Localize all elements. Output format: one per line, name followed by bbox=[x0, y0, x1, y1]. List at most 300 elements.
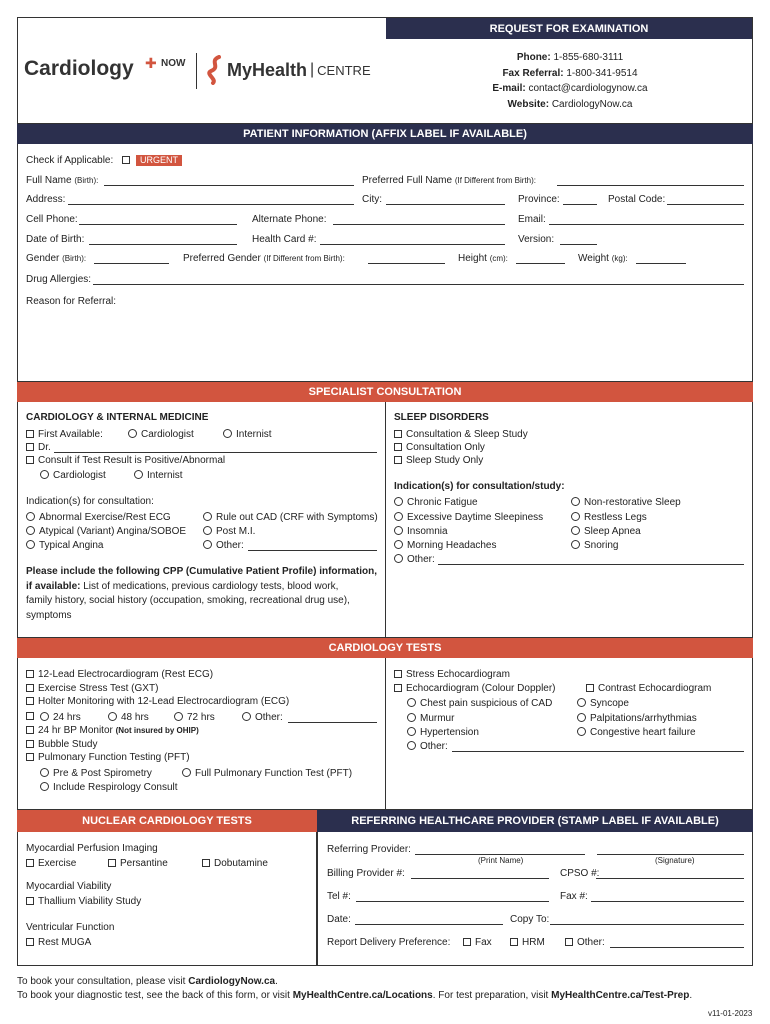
check-applicable-label bbox=[26, 155, 113, 167]
thallium-option[interactable] bbox=[26, 896, 141, 908]
delivery-other-field[interactable] bbox=[610, 947, 744, 948]
thallium-text: Thallium Viability Study bbox=[38, 896, 142, 907]
murmur-radio[interactable] bbox=[407, 713, 416, 722]
weight-sub: (kg): bbox=[611, 254, 628, 263]
preferred-name-sub: (If Different from Birth): bbox=[454, 176, 537, 185]
dob-field[interactable] bbox=[89, 244, 237, 245]
exercise-checkbox[interactable] bbox=[26, 859, 34, 867]
gxt-text: Exercise Stress Test (GXT) bbox=[38, 683, 159, 694]
internist-text: Internist bbox=[236, 429, 272, 440]
chronic-fatigue-radio[interactable] bbox=[394, 497, 403, 506]
sleep-other-option[interactable] bbox=[394, 554, 435, 566]
consult-if-option[interactable] bbox=[26, 455, 225, 467]
gxt-checkbox[interactable] bbox=[26, 684, 34, 692]
print-name-caption: (Print Name) bbox=[478, 856, 524, 865]
hypertension-option[interactable] bbox=[407, 727, 479, 739]
signature-caption: (Signature) bbox=[655, 856, 695, 865]
logo-centre-text: CENTRE bbox=[317, 62, 371, 78]
preferred-name-field[interactable] bbox=[557, 185, 744, 186]
website-value: CardiologyNow.ca bbox=[551, 98, 633, 110]
resp-consult-text: Include Respirology Consult bbox=[53, 782, 178, 793]
sleep-heading: SLEEP DISORDERS bbox=[394, 412, 489, 423]
non-restorative-option[interactable] bbox=[571, 497, 681, 509]
hother-text: Other: bbox=[255, 712, 283, 723]
specialist-divider bbox=[385, 402, 386, 638]
tel-label: Tel #: bbox=[327, 891, 351, 902]
urgent-badge: URGENT bbox=[136, 155, 182, 166]
email-label-patient: Email: bbox=[518, 214, 546, 225]
drug-allergies-field[interactable] bbox=[93, 284, 744, 285]
non-restorative-radio[interactable] bbox=[571, 497, 580, 506]
phone-label: Phone: bbox=[516, 52, 551, 63]
fax-value: 1-800-341-9514 bbox=[566, 67, 638, 79]
consult-if-text: Consult if Test Result is Positive/Abnormal bbox=[38, 455, 226, 466]
syncope-option[interactable] bbox=[577, 698, 629, 710]
date-field[interactable] bbox=[355, 924, 503, 925]
contrast-text: Contrast Echocardiogram bbox=[598, 683, 712, 694]
tel-field[interactable] bbox=[356, 901, 549, 902]
persantine-text: Persantine bbox=[120, 858, 168, 869]
thallium-checkbox[interactable] bbox=[26, 897, 34, 905]
city-field[interactable] bbox=[386, 204, 505, 205]
reason-field[interactable] bbox=[26, 310, 744, 378]
specialist-title-text: SPECIALIST CONSULTATION bbox=[308, 386, 462, 398]
weight-label bbox=[578, 253, 628, 265]
footer-locations-link[interactable]: MyHealthCentre.ca/Locations bbox=[292, 990, 433, 1001]
chf-option[interactable] bbox=[577, 727, 696, 739]
address-field[interactable] bbox=[68, 204, 354, 205]
ecg-checkbox[interactable] bbox=[26, 670, 34, 678]
insomnia-radio[interactable] bbox=[394, 526, 403, 535]
footer-version: v11-01-2023 bbox=[708, 1009, 753, 1018]
pft-checkbox[interactable] bbox=[26, 753, 34, 761]
full-name-text: Full Name bbox=[26, 175, 72, 186]
cim-heading: CARDIOLOGY & INTERNAL MEDICINE bbox=[26, 412, 209, 423]
bp-checkbox[interactable] bbox=[26, 726, 34, 734]
chest-pain-option[interactable] bbox=[407, 698, 552, 710]
fax-label-ref: Fax #: bbox=[560, 891, 588, 902]
cpso-label: CPSO #: bbox=[560, 868, 600, 879]
echo-checkbox[interactable] bbox=[394, 684, 402, 692]
ecg-option[interactable] bbox=[26, 669, 213, 681]
reason-label: Reason for Referral: bbox=[26, 296, 117, 307]
indication-other-radio[interactable] bbox=[203, 540, 212, 549]
atypical-radio[interactable] bbox=[26, 526, 35, 535]
abnormal-ecg-option[interactable] bbox=[26, 512, 171, 524]
patient-info-title bbox=[17, 124, 753, 144]
logo-centre-separator: | bbox=[310, 61, 315, 78]
morning-option[interactable] bbox=[394, 540, 497, 552]
footer-line2 bbox=[17, 990, 692, 1002]
sleep-only-text: Sleep Study Only bbox=[406, 455, 484, 466]
full-pft-option[interactable] bbox=[182, 768, 352, 780]
health-card-label: Health Card #: bbox=[252, 234, 317, 245]
holter-option[interactable] bbox=[26, 696, 289, 708]
resp-consult-radio[interactable] bbox=[40, 782, 49, 791]
non-restorative-text: Non-restorative Sleep bbox=[584, 497, 681, 508]
preferred-gender-field[interactable] bbox=[368, 263, 445, 264]
snoring-text: Snoring bbox=[584, 540, 619, 551]
consult-only-option[interactable] bbox=[394, 442, 485, 454]
holter-text: Holter Monitoring with 12-Lead Electrocardiogram (ECG) bbox=[38, 696, 290, 707]
viability-heading: Myocardial Viability bbox=[26, 881, 112, 892]
phone-value: 1-855-680-3111 bbox=[553, 52, 624, 63]
apnea-option[interactable] bbox=[571, 526, 641, 538]
urgent-checkbox[interactable] bbox=[122, 156, 130, 164]
chronic-fatigue-text: Chronic Fatigue bbox=[407, 497, 478, 508]
cardiologist-radio[interactable] bbox=[128, 429, 137, 438]
email-field[interactable] bbox=[549, 224, 744, 225]
height-field[interactable] bbox=[516, 263, 565, 264]
typical-radio[interactable] bbox=[26, 540, 35, 549]
echo-other-radio[interactable] bbox=[407, 741, 416, 750]
holter-duration-row bbox=[26, 711, 38, 723]
prepost-text: Pre & Post Spirometry bbox=[53, 768, 152, 779]
morning-text: Morning Headaches bbox=[407, 540, 497, 551]
delivery-hrm-text: HRM bbox=[522, 937, 545, 948]
logo-cardiology-text: Cardiology bbox=[24, 57, 134, 80]
delivery-hrm-option[interactable] bbox=[510, 937, 545, 949]
consult-sleep-text: Consultation & Sleep Study bbox=[406, 429, 528, 440]
pft-option[interactable] bbox=[26, 752, 190, 764]
bp-text: 24 hr BP Monitor bbox=[38, 725, 113, 736]
chf-text: Congestive heart failure bbox=[590, 727, 696, 738]
dr-option[interactable] bbox=[26, 442, 51, 454]
consult-only-text: Consultation Only bbox=[406, 442, 485, 453]
preferred-name-label bbox=[362, 175, 536, 187]
referring-provider-label: Referring Provider: bbox=[327, 844, 411, 855]
syncope-radio[interactable] bbox=[577, 698, 586, 707]
email-value: contact@cardiologynow.ca bbox=[528, 83, 648, 94]
first-available-checkbox[interactable] bbox=[26, 430, 34, 438]
tests-title-text: CARDIOLOGY TESTS bbox=[328, 642, 442, 654]
delivery-other-checkbox[interactable] bbox=[565, 938, 573, 946]
sleep-only-checkbox[interactable] bbox=[394, 456, 402, 464]
bubble-option[interactable] bbox=[26, 739, 98, 751]
indications-heading: Indication(s) for consultation: bbox=[26, 496, 154, 507]
contact-block bbox=[440, 50, 700, 112]
pft-text: Pulmonary Function Testing (PFT) bbox=[38, 752, 190, 763]
dr-checkbox[interactable] bbox=[26, 443, 34, 451]
cardiologist-text: Cardiologist bbox=[141, 429, 194, 440]
restless-text: Restless Legs bbox=[584, 512, 647, 523]
tests-title bbox=[17, 638, 753, 658]
gender-field[interactable] bbox=[94, 263, 169, 264]
typical-option[interactable] bbox=[26, 540, 104, 552]
cardiologist2-option[interactable] bbox=[40, 470, 106, 482]
typical-text: Typical Angina bbox=[39, 540, 104, 551]
internist-option[interactable] bbox=[223, 429, 272, 441]
delivery-other-text: Other: bbox=[577, 937, 605, 948]
hypertension-radio[interactable] bbox=[407, 727, 416, 736]
date-label: Date: bbox=[327, 914, 351, 925]
sleep-other-text: Other: bbox=[407, 554, 435, 565]
consult-if-checkbox[interactable] bbox=[26, 456, 34, 464]
cpp-text3: symptoms bbox=[26, 609, 72, 621]
version-label: Version: bbox=[518, 234, 555, 245]
dobutamine-option[interactable] bbox=[202, 858, 268, 870]
indication-other-text: Other: bbox=[216, 540, 244, 551]
muga-checkbox[interactable] bbox=[26, 938, 34, 946]
insomnia-option[interactable] bbox=[394, 526, 448, 538]
preferred-name-text: Preferred Full Name bbox=[362, 175, 453, 186]
tests-divider bbox=[385, 658, 386, 810]
footer-line2-c: . For test preparation, visit bbox=[432, 990, 552, 1001]
gender-label bbox=[26, 253, 86, 265]
abnormal-ecg-text: Abnormal Exercise/Rest ECG bbox=[39, 512, 171, 523]
syncope-text: Syncope bbox=[590, 698, 629, 709]
footer-line2-a: To book your diagnostic test, see the back of this form, or visit bbox=[17, 990, 293, 1001]
referring-title-text: REFERRING HEALTHCARE PROVIDER (STAMP LABEL IF AVAILABLE) bbox=[351, 815, 719, 827]
postal-code-field[interactable] bbox=[667, 204, 744, 205]
echo-other-text: Other: bbox=[420, 741, 448, 752]
excessive-text: Excessive Daytime Sleepiness bbox=[407, 512, 544, 523]
province-label: Province: bbox=[518, 194, 560, 205]
height-label bbox=[458, 253, 508, 265]
chest-pain-text: Chest pain suspicious of CAD bbox=[420, 698, 553, 709]
holter-duration-checkbox[interactable] bbox=[26, 712, 34, 720]
footer-line2-e: . bbox=[689, 990, 693, 1001]
drug-allergies-label: Drug Allergies: bbox=[26, 274, 92, 285]
post-mi-option[interactable] bbox=[203, 526, 255, 538]
cpp-bold2: if available: bbox=[26, 580, 81, 592]
delivery-fax-option[interactable] bbox=[463, 937, 492, 949]
nuclear-title bbox=[17, 810, 317, 832]
delivery-fax-checkbox[interactable] bbox=[463, 938, 471, 946]
nuclear-title-text: NUCLEAR CARDIOLOGY TESTS bbox=[82, 815, 252, 827]
echo-other-option[interactable] bbox=[407, 741, 448, 753]
stress-echo-checkbox[interactable] bbox=[394, 670, 402, 678]
ecg-text: 12-Lead Electrocardiogram (Rest ECG) bbox=[38, 669, 214, 680]
internist2-radio[interactable] bbox=[134, 470, 143, 479]
health-card-field[interactable] bbox=[320, 244, 505, 245]
h24-radio[interactable] bbox=[40, 712, 49, 721]
prepost-option[interactable] bbox=[40, 768, 152, 780]
abnormal-ecg-radio[interactable] bbox=[26, 512, 35, 521]
excessive-radio[interactable] bbox=[394, 512, 403, 521]
myhealth-logo bbox=[207, 54, 371, 86]
version-field[interactable] bbox=[560, 244, 597, 245]
morning-radio[interactable] bbox=[394, 540, 403, 549]
delivery-label: Report Delivery Preference: bbox=[327, 937, 451, 948]
echo-text: Echocardiogram (Colour Doppler) bbox=[406, 683, 556, 694]
snoring-option[interactable] bbox=[571, 540, 618, 552]
gender-text: Gender bbox=[26, 253, 60, 264]
gender-sub: (Birth): bbox=[62, 254, 87, 263]
patient-info-title-text: PATIENT INFORMATION (AFFIX LABEL IF AVAILABLE) bbox=[243, 128, 527, 140]
delivery-fax-text: Fax bbox=[475, 937, 492, 948]
post-mi-radio[interactable] bbox=[203, 526, 212, 535]
murmur-option[interactable] bbox=[407, 713, 454, 725]
cardiologist2-radio[interactable] bbox=[40, 470, 49, 479]
logo-now-text: NOW bbox=[161, 58, 186, 69]
preferred-gender-text: Preferred Gender bbox=[183, 253, 261, 264]
hother-radio[interactable] bbox=[242, 712, 251, 721]
full-name-sub: (Birth): bbox=[74, 176, 99, 185]
bubble-checkbox[interactable] bbox=[26, 740, 34, 748]
fax-field[interactable] bbox=[591, 901, 744, 902]
bp-option[interactable] bbox=[26, 725, 199, 737]
dobutamine-checkbox[interactable] bbox=[202, 859, 210, 867]
delivery-other-option[interactable] bbox=[565, 937, 605, 949]
apnea-text: Sleep Apnea bbox=[584, 526, 641, 537]
delivery-hrm-checkbox[interactable] bbox=[510, 938, 518, 946]
dr-field[interactable] bbox=[54, 452, 377, 453]
cpp-note bbox=[26, 565, 381, 623]
cardiologist2-text: Cardiologist bbox=[53, 470, 106, 481]
excessive-option[interactable] bbox=[394, 512, 543, 524]
palpitations-option[interactable] bbox=[577, 713, 697, 725]
h72-text: 72 hrs bbox=[187, 712, 215, 723]
stress-echo-text: Stress Echocardiogram bbox=[406, 669, 510, 680]
stress-echo-option[interactable] bbox=[394, 669, 510, 681]
footer-line1-c: . bbox=[275, 976, 278, 987]
consult-sleep-checkbox[interactable] bbox=[394, 430, 402, 438]
cpp-text1: List of medications, previous cardiology tests, blood work, bbox=[83, 580, 339, 592]
request-title bbox=[386, 18, 752, 39]
palpitations-radio[interactable] bbox=[577, 713, 586, 722]
specialist-title bbox=[17, 382, 753, 402]
preferred-gender-label bbox=[183, 253, 345, 265]
hother-option[interactable] bbox=[242, 712, 283, 724]
myhealth-mark-icon bbox=[207, 55, 223, 85]
h24-text: 24 hrs bbox=[53, 712, 81, 723]
palpitations-text: Palpitations/arrhythmias bbox=[590, 713, 697, 724]
muga-option[interactable] bbox=[26, 937, 91, 949]
cpp-line2 bbox=[26, 580, 381, 595]
full-pft-radio[interactable] bbox=[182, 768, 191, 777]
height-sub: (cm): bbox=[489, 254, 508, 263]
insomnia-text: Insomnia bbox=[407, 526, 448, 537]
footer-line1 bbox=[17, 976, 278, 988]
murmur-text: Murmur bbox=[420, 713, 455, 724]
footer-testprep-link[interactable]: MyHealthCentre.ca/Test-Prep bbox=[551, 990, 690, 1001]
hypertension-text: Hypertension bbox=[420, 727, 479, 738]
dob-label: Date of Birth: bbox=[26, 234, 85, 245]
billing-field[interactable] bbox=[411, 878, 549, 879]
h48-option[interactable] bbox=[108, 712, 149, 724]
copy-to-field[interactable] bbox=[550, 924, 744, 925]
indication-other-field[interactable] bbox=[248, 550, 377, 551]
cell-phone-label: Cell Phone: bbox=[26, 214, 78, 225]
preferred-gender-sub: (If Different from Birth): bbox=[263, 254, 345, 263]
consult-sleep-option[interactable] bbox=[394, 429, 528, 441]
exercise-option[interactable] bbox=[26, 858, 76, 870]
sleep-other-radio[interactable] bbox=[394, 554, 403, 563]
restless-radio[interactable] bbox=[571, 512, 580, 521]
dobutamine-text: Dobutamine bbox=[214, 858, 268, 869]
logo-divider bbox=[196, 53, 197, 89]
mpi-heading: Myocardial Perfusion Imaging bbox=[26, 843, 158, 854]
rule-out-text: Rule out CAD (CRF with Symptoms) bbox=[216, 512, 378, 523]
snoring-radio[interactable] bbox=[571, 540, 580, 549]
contrast-option[interactable] bbox=[586, 683, 711, 695]
alternate-phone-label: Alternate Phone: bbox=[252, 214, 327, 225]
first-available-text: First Available: bbox=[38, 429, 103, 440]
city-label: City: bbox=[362, 194, 382, 205]
internist-radio[interactable] bbox=[223, 429, 232, 438]
bubble-text: Bubble Study bbox=[38, 739, 98, 750]
hother-field[interactable] bbox=[288, 722, 377, 723]
cardiologist-option[interactable] bbox=[128, 429, 194, 441]
h72-radio[interactable] bbox=[174, 712, 183, 721]
sleep-other-field[interactable] bbox=[438, 564, 744, 565]
ventricular-heading: Ventricular Function bbox=[26, 922, 115, 933]
indication-other-option[interactable] bbox=[203, 540, 244, 552]
echo-other-field[interactable] bbox=[452, 751, 744, 752]
rule-out-radio[interactable] bbox=[203, 512, 212, 521]
dr-text: Dr. bbox=[38, 442, 51, 453]
footer-line1-a: To book your consultation, please visit bbox=[17, 976, 189, 987]
copy-to-label: Copy To: bbox=[510, 914, 550, 925]
address-label: Address: bbox=[26, 194, 66, 205]
postal-code-label: Postal Code: bbox=[608, 194, 666, 205]
cell-phone-field[interactable] bbox=[79, 224, 237, 225]
height-text: Height bbox=[458, 253, 487, 264]
email-label: E-mail: bbox=[492, 83, 526, 94]
logo-myhealth-text: MyHealth bbox=[227, 59, 308, 80]
apnea-radio[interactable] bbox=[571, 526, 580, 535]
post-mi-text: Post M.I. bbox=[216, 526, 256, 537]
plus-icon: ✚ bbox=[145, 55, 157, 71]
restless-option[interactable] bbox=[571, 512, 647, 524]
persantine-checkbox[interactable] bbox=[108, 859, 116, 867]
h48-radio[interactable] bbox=[108, 712, 117, 721]
persantine-option[interactable] bbox=[108, 858, 168, 870]
fax-label: Fax Referral: bbox=[502, 67, 564, 79]
consult-only-checkbox[interactable] bbox=[394, 443, 402, 451]
h72-option[interactable] bbox=[174, 712, 215, 724]
cpso-field[interactable] bbox=[596, 878, 744, 879]
h48-text: 48 hrs bbox=[121, 712, 149, 723]
resp-consult-option[interactable] bbox=[40, 782, 178, 794]
weight-text: Weight bbox=[578, 253, 609, 264]
footer-consult-link[interactable]: CardiologyNow.ca bbox=[188, 976, 276, 987]
holter-checkbox[interactable] bbox=[26, 697, 34, 705]
muga-text: Rest MUGA bbox=[38, 937, 92, 948]
website-label: Website: bbox=[507, 98, 550, 110]
sleep-only-option[interactable] bbox=[394, 455, 483, 467]
gxt-option[interactable] bbox=[26, 683, 158, 695]
chf-radio[interactable] bbox=[577, 727, 586, 736]
check-applicable-text: Check if Applicable: bbox=[26, 155, 114, 166]
referring-title bbox=[317, 810, 753, 832]
internist2-option[interactable] bbox=[134, 470, 183, 482]
province-field[interactable] bbox=[563, 204, 597, 205]
chronic-fatigue-option[interactable] bbox=[394, 497, 478, 509]
rule-out-option[interactable] bbox=[203, 512, 378, 524]
full-name-field[interactable] bbox=[104, 185, 354, 186]
h24-option[interactable] bbox=[40, 712, 81, 724]
chest-pain-radio[interactable] bbox=[407, 698, 416, 707]
bp-note: (Not insured by OHIP) bbox=[115, 726, 199, 735]
full-pft-text: Full Pulmonary Function Test (PFT) bbox=[195, 768, 353, 779]
cpp-text2: family history, social history (occupation, smoking, recreational drug use), bbox=[26, 595, 350, 606]
contrast-checkbox[interactable] bbox=[586, 684, 594, 692]
first-available-option[interactable] bbox=[26, 429, 103, 441]
atypical-option[interactable] bbox=[26, 526, 186, 538]
exercise-text: Exercise bbox=[38, 858, 77, 869]
weight-field[interactable] bbox=[636, 263, 686, 264]
cpp-bold1: Please include the following CPP (Cumulative Patient Profile) information, bbox=[26, 566, 377, 577]
alternate-phone-field[interactable] bbox=[333, 224, 505, 225]
sleep-indications-heading: Indication(s) for consultation/study: bbox=[394, 481, 565, 492]
billing-label: Billing Provider #: bbox=[327, 868, 405, 879]
atypical-text: Atypical (Variant) Angina/SOBOE bbox=[39, 526, 187, 537]
prepost-radio[interactable] bbox=[40, 768, 49, 777]
echo-option[interactable] bbox=[394, 683, 556, 695]
cardiology-now-logo bbox=[24, 55, 186, 81]
